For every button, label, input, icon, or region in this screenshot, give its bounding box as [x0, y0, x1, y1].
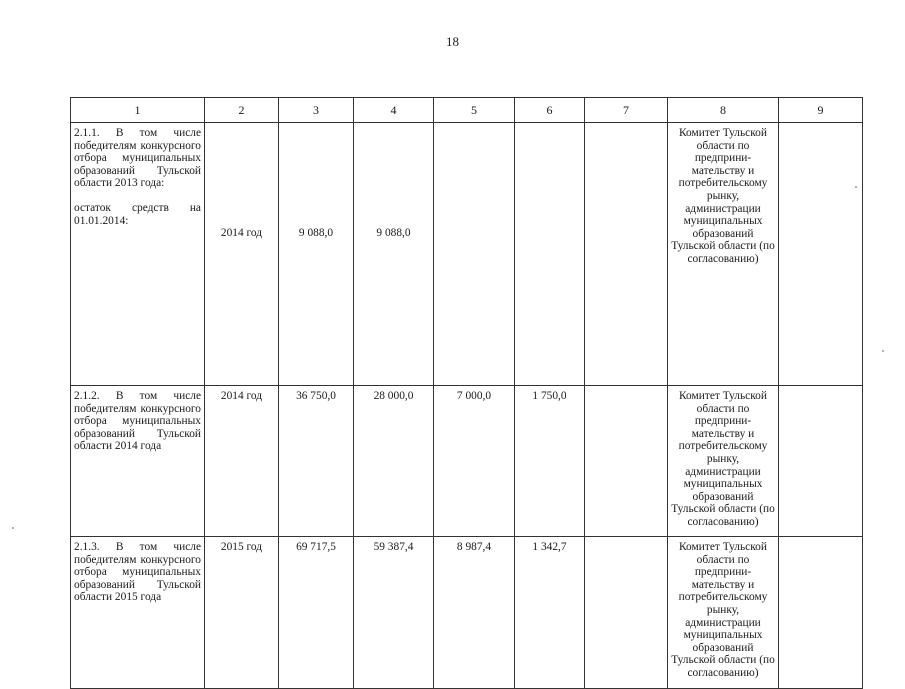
- row-value-7: [585, 386, 668, 537]
- row-value-6: 1 750,0: [515, 386, 585, 537]
- row-executor: Комитет Тульской области по предприни-мательству и потребительскому рынку, администрации муниципальных образований Тульской области (по согласованию): [668, 386, 779, 537]
- row-name: 2.1.3. В том числе победителям конкурсного отбора муниципальных образований Тульской области 2015 года: [74, 541, 201, 604]
- col-header-7: 7: [585, 98, 668, 123]
- row-value-5: [434, 123, 515, 386]
- program-table: [70, 97, 863, 689]
- row-value-3: 9 088,0: [279, 123, 354, 386]
- row-value-6: 1 342,7: [515, 537, 585, 689]
- scan-speck: [12, 527, 14, 529]
- row-name-cell: [71, 537, 205, 689]
- row-year: 2014 год: [205, 386, 279, 537]
- row-value-9: [779, 123, 863, 386]
- scan-speck: [882, 350, 884, 352]
- row-executor: Комитет Тульской области по предприни-мательству и потребительскому рынку, администрации муниципальных образований Тульской области (по согласованию): [668, 123, 779, 386]
- row-name: 2.1.2. В том числе победителям конкурсного отбора муниципальных образований Тульской области 2014 года: [74, 390, 201, 453]
- row-value-3: 69 717,5: [279, 537, 354, 689]
- row-value-7: [585, 123, 668, 386]
- row-value-6: [515, 123, 585, 386]
- row-executor: Комитет Тульской области по предприни-мательству и потребительскому рынку, администрации муниципальных образований Тульской области (по согласованию): [668, 537, 779, 689]
- row-name-cell: [71, 386, 205, 537]
- row-name-cell: [71, 123, 205, 386]
- row-value-4: 59 387,4: [354, 537, 434, 689]
- col-header-6: 6: [515, 98, 585, 123]
- row-value-7: [585, 537, 668, 689]
- row-year: 2015 год: [205, 537, 279, 689]
- scan-speck: [855, 186, 857, 188]
- table-row: [71, 386, 863, 537]
- row-value-4: 9 088,0: [354, 123, 434, 386]
- col-header-4: 4: [354, 98, 434, 123]
- row-year: 2014 год: [205, 123, 279, 386]
- row-value-5: 8 987,4: [434, 537, 515, 689]
- row-name: 2.1.1. В том числе победителям конкурсного отбора муниципальных образований Тульской области 2013 года:: [74, 127, 201, 190]
- row-value-5: 7 000,0: [434, 386, 515, 537]
- row-value-3: 36 750,0: [279, 386, 354, 537]
- table-row: [71, 123, 863, 386]
- col-header-8: 8: [668, 98, 779, 123]
- col-header-3: 3: [279, 98, 354, 123]
- col-header-2: 2: [205, 98, 279, 123]
- row-value-9: [779, 386, 863, 537]
- header-row: [71, 98, 863, 123]
- table-row: [71, 537, 863, 689]
- page-number: 18: [446, 34, 459, 49]
- row-value-9: [779, 537, 863, 689]
- row-subname: остаток средств на 01.01.2014:: [74, 201, 201, 227]
- col-header-9: 9: [779, 98, 863, 123]
- row-value-4: 28 000,0: [354, 386, 434, 537]
- col-header-5: 5: [434, 98, 515, 123]
- col-header-1: 1: [71, 98, 205, 123]
